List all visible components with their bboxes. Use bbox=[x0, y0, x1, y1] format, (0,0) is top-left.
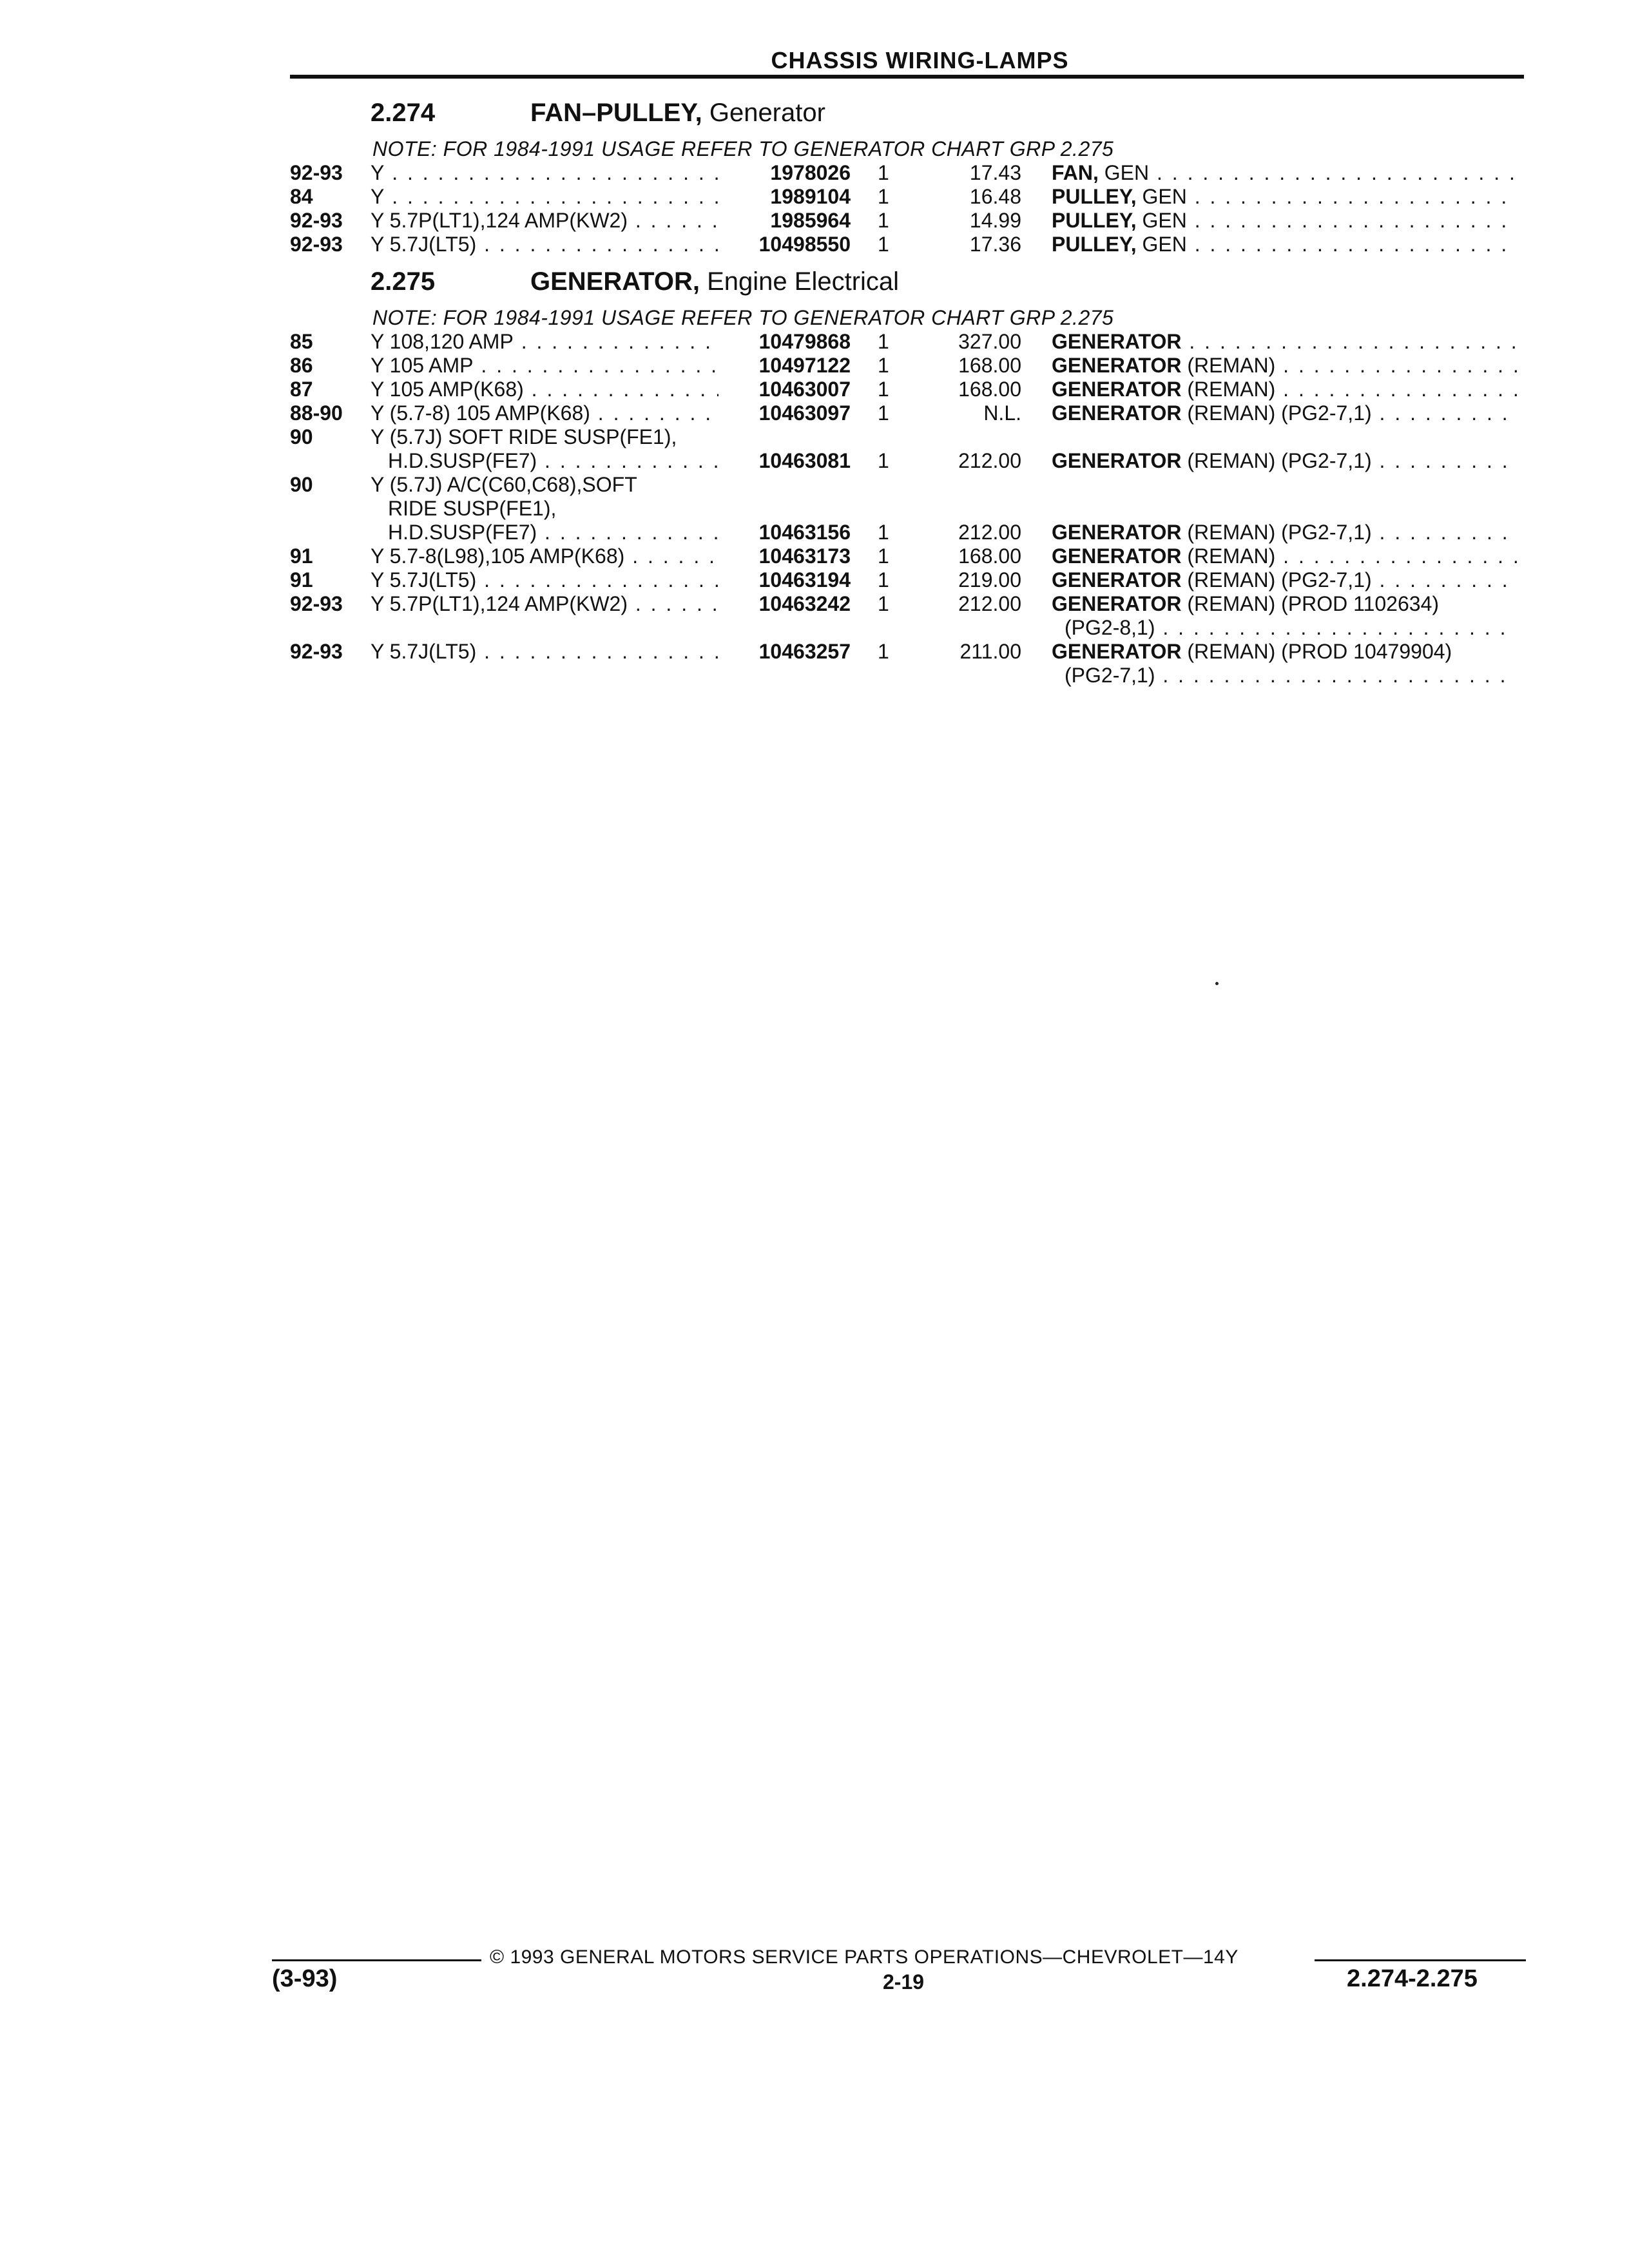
part-row bbox=[0, 640, 1629, 664]
row-quantity: 1 bbox=[878, 521, 889, 544]
footer-rule-left bbox=[272, 1959, 481, 1961]
row-description: Y 5.7-8(L98),105 AMP(K68) . . . bbox=[371, 544, 718, 568]
part-row-continuation bbox=[0, 473, 1629, 497]
row-part-number: 10497122 bbox=[758, 354, 851, 377]
footer-group-range: 2.274-2.275 bbox=[1347, 1965, 1478, 1992]
row-price: 14.99 bbox=[969, 209, 1021, 232]
row-part-number: 10463081 bbox=[758, 449, 851, 472]
section-title: FAN–PULLEY, Generator bbox=[530, 99, 825, 127]
section-note: NOTE: FOR 1984-1991 USAGE REFER TO GENERATOR CHART GRP 2.275 bbox=[372, 306, 1114, 329]
row-description: Y 5.7P(LT1),124 AMP(KW2) . . . bbox=[371, 209, 718, 233]
footer-rule-right bbox=[1315, 1959, 1526, 1961]
row-year: 90 bbox=[290, 473, 313, 496]
part-row-continuation bbox=[0, 425, 1629, 449]
row-quantity: 1 bbox=[878, 233, 889, 256]
part-row bbox=[0, 378, 1629, 401]
section-number: 2.274 bbox=[371, 99, 436, 127]
row-part-number: 10463097 bbox=[758, 401, 851, 425]
row-year: 92-93 bbox=[290, 209, 343, 232]
part-row bbox=[0, 401, 1629, 425]
row-year: 86 bbox=[290, 354, 313, 377]
row-part-number: 1989104 bbox=[770, 185, 851, 208]
row-price: 212.00 bbox=[958, 592, 1021, 615]
row-part-number: 10463007 bbox=[758, 378, 851, 401]
row-year: 84 bbox=[290, 185, 313, 208]
footer-date-code: (3-93) bbox=[272, 1965, 338, 1992]
row-part-name: GENERATOR (REMAN) (PG2-7,1) . . . bbox=[1052, 401, 1517, 425]
row-part-name: GENERATOR . . . bbox=[1052, 330, 1517, 354]
part-row-continuation bbox=[0, 616, 1629, 640]
part-row bbox=[0, 233, 1629, 256]
part-row-continuation bbox=[0, 664, 1629, 687]
row-description: Y 105 AMP(K68) . . . bbox=[371, 378, 718, 401]
part-row bbox=[0, 521, 1629, 544]
row-year: 85 bbox=[290, 330, 313, 353]
part-row bbox=[0, 161, 1629, 185]
row-description: H.D.SUSP(FE7) . . . bbox=[388, 449, 718, 473]
part-row bbox=[0, 449, 1629, 473]
row-part-name: PULLEY, GEN . . . bbox=[1052, 233, 1517, 256]
row-part-name: GENERATOR (REMAN) . . . bbox=[1052, 378, 1517, 401]
row-quantity: 1 bbox=[878, 378, 889, 401]
row-quantity: 1 bbox=[878, 640, 889, 663]
row-year: 92-93 bbox=[290, 233, 343, 256]
row-year: 90 bbox=[290, 425, 313, 448]
row-part-name: PULLEY, GEN . . . bbox=[1052, 209, 1517, 233]
row-part-number: 10498550 bbox=[758, 233, 851, 256]
part-row-continuation bbox=[0, 497, 1629, 521]
row-part-number: 10463156 bbox=[758, 521, 851, 544]
page-title: CHASSIS WIRING-LAMPS bbox=[771, 47, 1069, 73]
row-quantity: 1 bbox=[878, 449, 889, 472]
section-number: 2.275 bbox=[371, 267, 436, 296]
row-part-name: GENERATOR (REMAN) (PG2-7,1) . . . bbox=[1052, 449, 1517, 473]
scan-speck bbox=[1215, 982, 1219, 985]
row-part-name: GENERATOR (REMAN) (PROD 10479904) bbox=[1052, 640, 1452, 663]
row-price: 219.00 bbox=[958, 568, 1021, 591]
row-year: 92-93 bbox=[290, 640, 343, 663]
row-price: 16.48 bbox=[969, 185, 1021, 208]
part-row bbox=[0, 568, 1629, 592]
row-price: N.L. bbox=[983, 401, 1021, 425]
row-part-name: GENERATOR (REMAN) (PG2-7,1) . . . bbox=[1052, 568, 1517, 592]
row-part-name: PULLEY, GEN . . . bbox=[1052, 185, 1517, 209]
row-part-number: 10463242 bbox=[758, 592, 851, 615]
row-description: H.D.SUSP(FE7) . . . bbox=[388, 521, 718, 544]
row-price: 327.00 bbox=[958, 330, 1021, 353]
row-part-name-cont: (PG2-7,1) . . . bbox=[1065, 664, 1517, 687]
row-part-name: FAN, GEN . . . bbox=[1052, 161, 1517, 185]
row-price: 168.00 bbox=[958, 354, 1021, 377]
row-year: 91 bbox=[290, 544, 313, 568]
row-price: 212.00 bbox=[958, 449, 1021, 472]
row-part-name: GENERATOR (REMAN) (PROD 1102634) bbox=[1052, 592, 1440, 615]
part-row bbox=[0, 185, 1629, 209]
row-description: Y 5.7P(LT1),124 AMP(KW2) . . . bbox=[371, 592, 718, 616]
row-part-number: 10463173 bbox=[758, 544, 851, 568]
part-row bbox=[0, 544, 1629, 568]
row-description: Y 5.7J(LT5) . . . bbox=[371, 568, 718, 592]
row-part-name: GENERATOR (REMAN) . . . bbox=[1052, 544, 1517, 568]
page-header bbox=[290, 46, 1524, 79]
row-price: 211.00 bbox=[959, 640, 1021, 663]
row-part-number: 10463257 bbox=[758, 640, 851, 663]
row-description-line: RIDE SUSP(FE1), bbox=[388, 497, 557, 520]
row-part-name-cont: (PG2-8,1) . . . bbox=[1065, 616, 1517, 640]
row-part-number: 10479868 bbox=[758, 330, 851, 353]
section-note: NOTE: FOR 1984-1991 USAGE REFER TO GENERATOR CHART GRP 2.275 bbox=[372, 137, 1114, 160]
footer-copyright: © 1993 GENERAL MOTORS SERVICE PARTS OPERATIONS—CHEVROLET—14Y bbox=[490, 1946, 1239, 1968]
row-price: 168.00 bbox=[958, 544, 1021, 568]
row-description: Y 5.7J(LT5) . . . bbox=[371, 640, 718, 664]
row-year: 87 bbox=[290, 378, 313, 401]
row-description: Y 108,120 AMP . . . bbox=[371, 330, 718, 354]
row-part-name: GENERATOR (REMAN) (PG2-7,1) . . . bbox=[1052, 521, 1517, 544]
row-year: 92-93 bbox=[290, 592, 343, 615]
row-quantity: 1 bbox=[878, 401, 889, 425]
row-description: Y 105 AMP . . . bbox=[371, 354, 718, 378]
row-quantity: 1 bbox=[878, 161, 889, 184]
row-quantity: 1 bbox=[878, 354, 889, 377]
section-title: GENERATOR, Engine Electrical bbox=[530, 267, 900, 296]
row-quantity: 1 bbox=[878, 592, 889, 615]
row-description-line: Y (5.7J) A/C(C60,C68),SOFT bbox=[371, 473, 637, 496]
row-part-number: 1985964 bbox=[770, 209, 851, 232]
row-price: 17.43 bbox=[969, 161, 1021, 184]
row-quantity: 1 bbox=[878, 568, 889, 591]
row-quantity: 1 bbox=[878, 209, 889, 232]
row-description: Y (5.7-8) 105 AMP(K68) . . . bbox=[371, 401, 718, 425]
row-quantity: 1 bbox=[878, 330, 889, 353]
footer-page-number: 2-19 bbox=[883, 1970, 925, 1994]
part-row bbox=[0, 592, 1629, 616]
row-price: 212.00 bbox=[958, 521, 1021, 544]
row-part-name: GENERATOR (REMAN) . . . bbox=[1052, 354, 1517, 378]
row-description-line: Y (5.7J) SOFT RIDE SUSP(FE1), bbox=[371, 425, 677, 448]
row-description: Y . . . bbox=[371, 161, 718, 185]
row-year: 91 bbox=[290, 568, 313, 591]
row-year: 92-93 bbox=[290, 161, 343, 184]
row-quantity: 1 bbox=[878, 544, 889, 568]
row-year: 88-90 bbox=[290, 401, 343, 425]
row-price: 168.00 bbox=[958, 378, 1021, 401]
part-row bbox=[0, 354, 1629, 378]
row-quantity: 1 bbox=[878, 185, 889, 208]
part-row bbox=[0, 330, 1629, 354]
row-part-number: 1978026 bbox=[770, 161, 851, 184]
row-description: Y . . . bbox=[371, 185, 718, 209]
row-part-number: 10463194 bbox=[758, 568, 851, 591]
row-description: Y 5.7J(LT5) . . . bbox=[371, 233, 718, 256]
part-row bbox=[0, 209, 1629, 233]
row-price: 17.36 bbox=[969, 233, 1021, 256]
